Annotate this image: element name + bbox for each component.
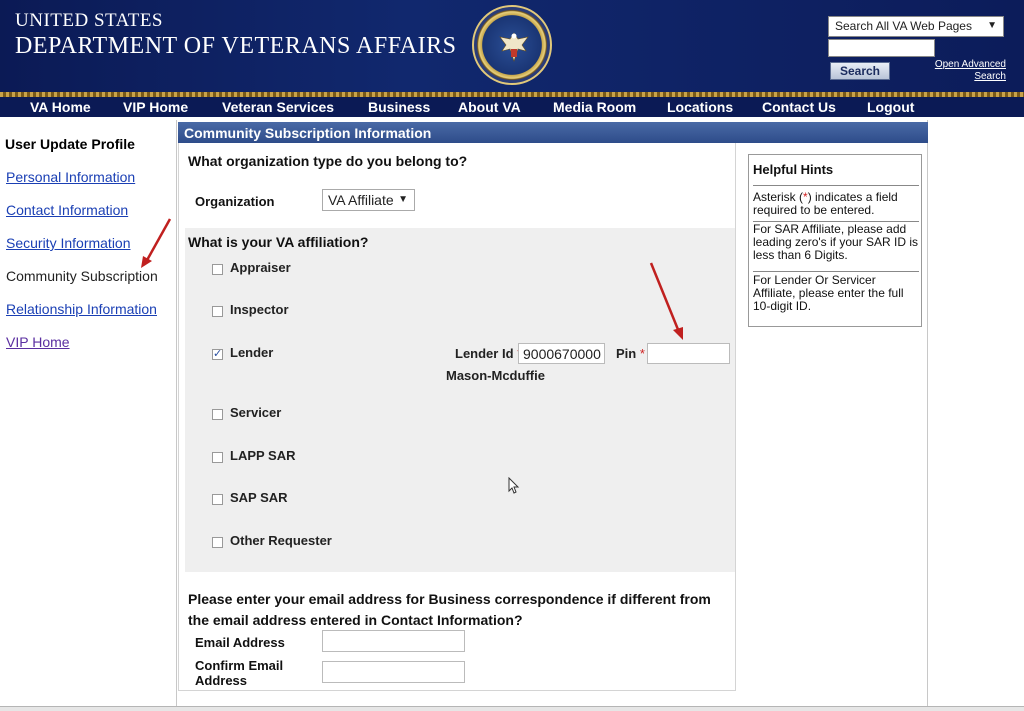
search-scope-select[interactable] bbox=[828, 16, 1004, 37]
lender-id-input[interactable]: 9000670000 bbox=[518, 343, 605, 364]
site-header bbox=[0, 0, 1024, 92]
va-seal-logo bbox=[472, 5, 552, 85]
hint-divider bbox=[753, 271, 919, 272]
search-button[interactable]: Search bbox=[830, 62, 890, 80]
eagle-icon bbox=[498, 29, 530, 65]
confirm-email-label-line1: Confirm Email bbox=[195, 658, 284, 673]
organization-value: VA Affiliate bbox=[328, 192, 394, 208]
appraiser-label: Appraiser bbox=[230, 260, 291, 275]
nav-media-room[interactable]: Media Room bbox=[553, 99, 637, 115]
lender-id-label bbox=[455, 346, 522, 361]
lender-id-label-text: Lender Id bbox=[455, 346, 514, 361]
advanced-search-line2: Search bbox=[974, 71, 1006, 82]
dropdown-caret-icon: ▼ bbox=[987, 20, 997, 31]
search-scope-value: Search All VA Web Pages bbox=[835, 19, 972, 33]
window-bottom-edge bbox=[0, 706, 1024, 711]
site-search bbox=[828, 16, 1006, 82]
hint-sar: For SAR Affiliate, please add leading zero's if your SAR ID is less than 6 Digits. bbox=[753, 222, 919, 262]
dropdown-caret-icon: ▼ bbox=[398, 194, 408, 205]
lapp-sar-checkbox[interactable] bbox=[212, 452, 223, 463]
pin-label bbox=[616, 346, 645, 361]
appraiser-checkbox[interactable] bbox=[212, 264, 223, 275]
lender-label: Lender bbox=[230, 345, 274, 360]
sidebar-title: User Update Profile bbox=[5, 136, 135, 152]
annotation-arrow-icon bbox=[646, 260, 686, 344]
nav-locations[interactable]: Locations bbox=[667, 99, 734, 115]
sidebar-item-relationship-information[interactable]: Relationship Information bbox=[6, 301, 157, 317]
affiliation-question: What is your VA affiliation? bbox=[188, 234, 369, 250]
hint-required-text-b: ) indicates a field required to be entered. bbox=[753, 190, 898, 217]
nav-vip-home[interactable]: VIP Home bbox=[123, 99, 189, 115]
pin-input[interactable] bbox=[647, 343, 730, 364]
sidebar-item-community-subscription: Community Subscription bbox=[6, 268, 158, 284]
servicer-checkbox[interactable] bbox=[212, 409, 223, 420]
mouse-cursor-icon bbox=[508, 477, 520, 495]
servicer-label: Servicer bbox=[230, 405, 282, 420]
other-requester-label: Other Requester bbox=[230, 533, 332, 548]
other-requester-checkbox[interactable] bbox=[212, 537, 223, 548]
organization-label: Organization bbox=[195, 194, 275, 209]
hint-divider bbox=[753, 185, 919, 186]
nav-contact-us[interactable]: Contact Us bbox=[762, 99, 836, 115]
confirm-email-label-line2: Address bbox=[195, 673, 248, 688]
helpful-hints-box bbox=[748, 154, 922, 327]
hint-required bbox=[753, 191, 919, 217]
sidebar-item-security-information[interactable]: Security Information bbox=[6, 235, 131, 251]
confirm-email-label bbox=[195, 658, 283, 688]
lender-name: Mason-Mcduffie bbox=[446, 368, 545, 383]
hint-required-text-a: Asterisk ( bbox=[753, 190, 804, 204]
column-divider bbox=[176, 120, 177, 711]
required-marker: * bbox=[803, 190, 808, 204]
nav-veteran-services[interactable]: Veteran Services bbox=[222, 99, 335, 115]
sidebar-item-contact-information[interactable]: Contact Information bbox=[6, 202, 129, 218]
required-marker: * bbox=[639, 346, 645, 361]
sidebar-item-vip-home[interactable]: VIP Home bbox=[6, 334, 70, 350]
nav-about-va[interactable]: About VA bbox=[458, 99, 521, 115]
hints-title: Helpful Hints bbox=[753, 162, 834, 177]
inspector-label: Inspector bbox=[230, 302, 289, 317]
email-label: Email Address bbox=[195, 635, 285, 650]
advanced-search-link[interactable] bbox=[932, 59, 1006, 83]
search-input[interactable] bbox=[828, 39, 935, 57]
pin-label-text: Pin bbox=[616, 346, 637, 361]
inspector-checkbox[interactable] bbox=[212, 306, 223, 317]
main-nav bbox=[0, 97, 1024, 117]
org-question: What organization type do you belong to? bbox=[188, 153, 468, 169]
sap-sar-checkbox[interactable] bbox=[212, 494, 223, 505]
sap-sar-label: SAP SAR bbox=[230, 490, 288, 505]
panel-title: Community Subscription Information bbox=[178, 122, 928, 143]
advanced-search-line1: Open Advanced bbox=[934, 59, 1006, 70]
hint-lender: For Lender Or Servicer Affiliate, please enter the full 10-digit ID. bbox=[753, 273, 904, 313]
organization-select[interactable] bbox=[322, 189, 415, 211]
header-title-line1: UNITED STATES bbox=[15, 10, 163, 31]
header-title-line2: DEPARTMENT OF VETERANS AFFAIRS bbox=[15, 33, 457, 59]
column-divider bbox=[927, 120, 928, 711]
email-question: Please enter your email address for Business correspondence if different from the email address entered in Contact Information? bbox=[188, 591, 711, 628]
annotation-arrow-icon bbox=[138, 216, 174, 272]
lender-checkbox[interactable] bbox=[212, 349, 223, 360]
nav-logout[interactable]: Logout bbox=[867, 99, 915, 115]
email-input[interactable] bbox=[322, 630, 465, 652]
nav-business[interactable]: Business bbox=[368, 99, 431, 115]
nav-va-home[interactable]: VA Home bbox=[30, 99, 91, 115]
sidebar-item-personal-information[interactable]: Personal Information bbox=[6, 169, 136, 185]
lapp-sar-label: LAPP SAR bbox=[230, 448, 296, 463]
confirm-email-input[interactable] bbox=[322, 661, 465, 683]
